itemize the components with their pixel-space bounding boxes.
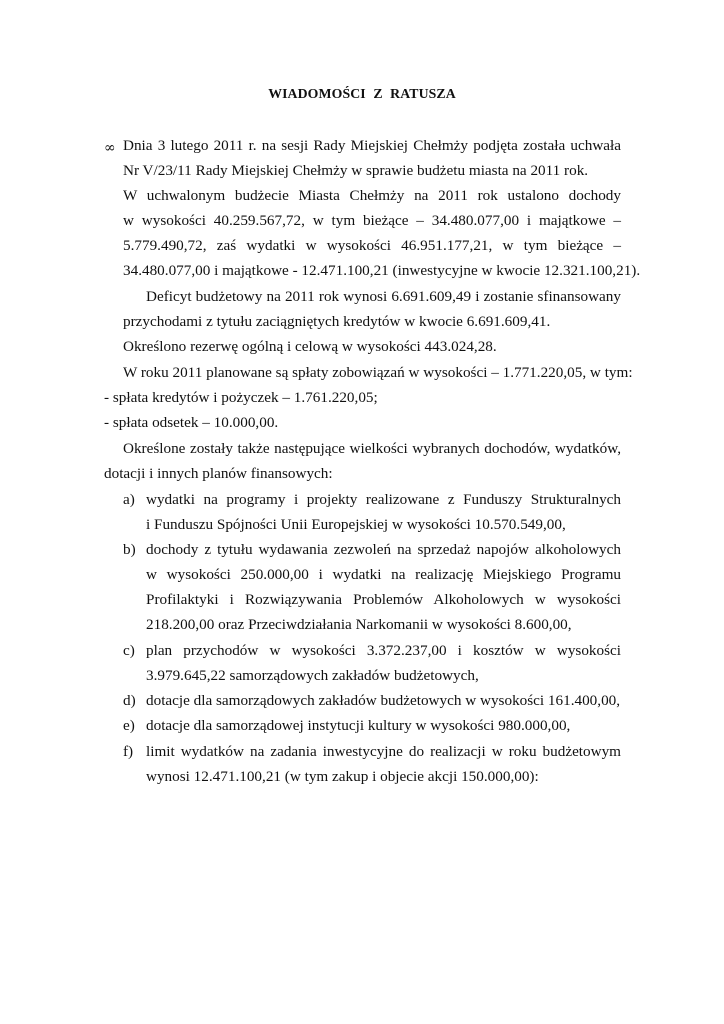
paragraph-line: W roku 2011 planowane są spłaty zobowiązań w wysokości – 1.771.220,05, w tym: [123, 364, 633, 381]
list-item-label: e) [123, 717, 135, 734]
list-item-line: i Funduszu Spójności Unii Europejskiej w wysokości 10.570.549,00, [146, 516, 566, 533]
paragraph-line: w wysokości 40.259.567,72, w tym bieżące – 34.480.077,00 i majątkowe – [123, 212, 621, 229]
paragraph-line: Określono rezerwę ogólną i celową w wysokości 443.024,28. [123, 338, 497, 355]
list-item-line: limit wydatków na zadania inwestycyjne do realizacji w roku budżetowym [146, 743, 621, 760]
paragraph-line: W uchwalonym budżecie Miasta Chełmży na 2011 rok ustalono dochody [123, 187, 621, 204]
paragraph-line: 5.779.490,72, zaś wydatki w wysokości 46.951.177,21, w tym bieżące – [123, 237, 621, 254]
list-item-line: wynosi 12.471.100,21 (w tym zakup i objecie akcji 150.000,00): [146, 768, 539, 785]
paragraph-line: 34.480.077,00 i majątkowe - 12.471.100,21 (inwestycyjne w kwocie 12.321.100,21). [123, 262, 641, 279]
paragraph-line: Nr V/23/11 Rady Miejskiej Chełmży w sprawie budżetu miasta na 2011 rok. [123, 162, 589, 179]
paragraph-line: przychodami z tytułu zaciągniętych kredytów w kwocie 6.691.609,41. [123, 313, 551, 330]
list-item-line: dochody z tytułu wydawania zezwoleń na sprzedaż napojów alkoholowych [146, 541, 621, 558]
list-item-line: 3.979.645,22 samorządowych zakładów budżetowych, [146, 667, 479, 684]
list-item-line: 218.200,00 oraz Przeciwdziałania Narkomanii w wysokości 8.600,00, [146, 616, 572, 633]
list-item-line: Profilaktyki i Rozwiązywania Problemów Alkoholowych w wysokości [146, 591, 621, 608]
list-item-line: plan przychodów w wysokości 3.372.237,00 i kosztów w wysokości [146, 642, 621, 659]
page-title: WIADOMOŚCI Z RATUSZA [268, 86, 456, 101]
infinity-bullet-icon: ∞ [104, 140, 116, 156]
paragraph-line: Określone zostały także następujące wielkości wybranych dochodów, wydatków, [123, 440, 621, 457]
list-item-label: d) [123, 692, 136, 709]
paragraph-line: Dnia 3 lutego 2011 r. na sesji Rady Miejskiej Chełmży podjęta została uchwała [123, 137, 621, 154]
list-item-label: c) [123, 642, 135, 659]
list-item-line: w wysokości 250.000,00 i wydatki na realizację Miejskiego Programu [146, 566, 621, 583]
paragraph-line: Deficyt budżetowy na 2011 rok wynosi 6.691.609,49 i zostanie sfinansowany [146, 288, 621, 305]
dash-list-item: - spłata odsetek – 10.000,00. [104, 414, 279, 431]
list-item-label: a) [123, 491, 135, 508]
dash-list-item: - spłata kredytów i pożyczek – 1.761.220,05; [104, 389, 378, 406]
list-item-line: wydatki na programy i projekty realizowane z Funduszy Strukturalnych [146, 491, 621, 508]
paragraph-line: dotacji i innych planów finansowych: [104, 465, 333, 482]
list-item-line: dotacje dla samorządowej instytucji kultury w wysokości 980.000,00, [146, 717, 571, 734]
list-item-label: f) [123, 743, 134, 760]
list-item-label: b) [123, 541, 136, 558]
list-item-line: dotacje dla samorządowych zakładów budżetowych w wysokości 161.400,00, [146, 692, 621, 709]
